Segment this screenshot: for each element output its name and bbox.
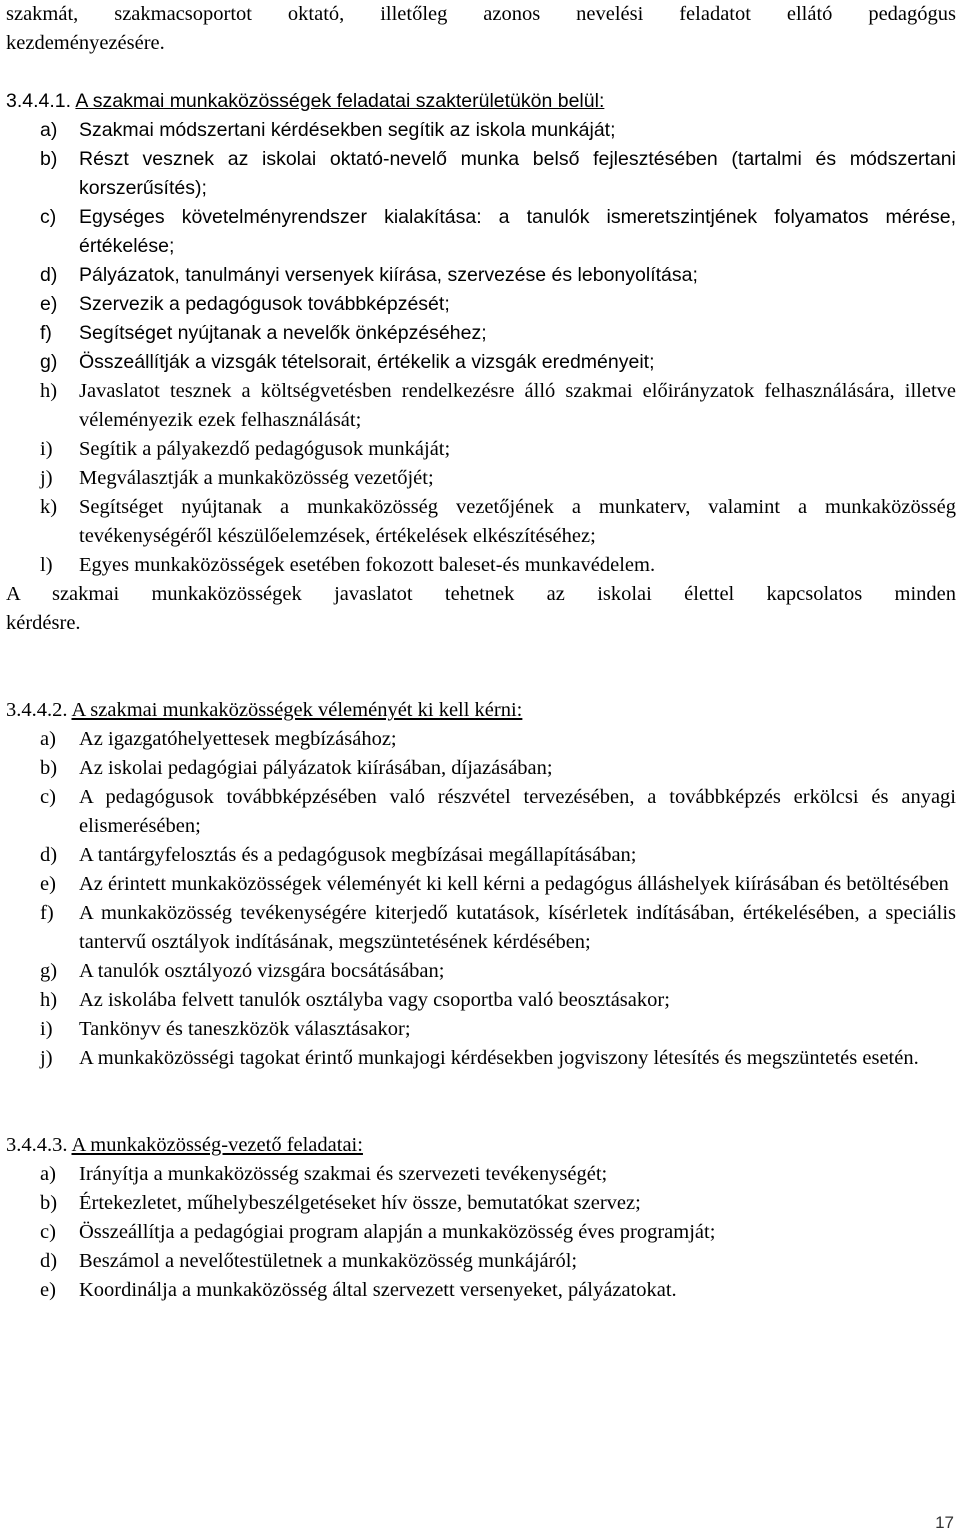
item-text: Egységes követelményrendszer kialakítása: a tanulók ismeretszintjének folyamatos mérése, értékelése;: [79, 206, 956, 257]
item-text: A tanulók osztályozó vizsgára bocsátásában;: [79, 960, 445, 982]
item-label: a): [40, 1163, 56, 1185]
item-text: Az igazgatóhelyettesek megbízásához;: [79, 728, 397, 750]
item-text: A pedagógusok továbbképzésében való részvétel tervezésében, a továbbképzés erkölcsi és anyagi elismerésében;: [79, 786, 956, 837]
list-item: [6, 261, 956, 290]
closing-paragraph: [6, 580, 956, 638]
list-item: [6, 551, 956, 580]
item-text: Tankönyv és taneszközök választásakor;: [79, 1018, 411, 1040]
item-text: Részt vesznek az iskolai oktató-nevelő munka belső fejlesztésében (tartalmi és módszertani korszerűsítés);: [79, 148, 956, 199]
list-item: [6, 493, 956, 551]
list-item: [6, 464, 956, 493]
item-text: Az érintett munkaközösségek véleményét ki kell kérni a pedagógus álláshelyek kiírásában és betöltésében: [79, 873, 949, 895]
section-title: A szakmai munkaközösségek feladatai szakterületükön belül:: [75, 90, 605, 112]
list-item: [6, 377, 956, 435]
list-item: [6, 725, 956, 754]
section-2: [6, 696, 956, 1073]
section-heading: [6, 696, 956, 725]
spacer: [6, 638, 956, 696]
item-label: b): [40, 1192, 58, 1214]
item-text: Összeállítják a vizsgák tételsorait, értékelik a vizsgák eredményeit;: [79, 351, 655, 373]
intro-line: kezdeményezésére.: [6, 32, 165, 54]
item-text: Az iskolába felvett tanulók osztályba vagy csoportba való beosztásakor;: [79, 989, 670, 1011]
item-text: Értekezletet, műhelybeszélgetéseket hív össze, bemutatókat szervez;: [79, 1192, 641, 1214]
section-1-list: [6, 116, 956, 580]
section-heading: [6, 87, 956, 116]
section-title: A munkaközösség-vezető feladatai:: [71, 1134, 363, 1156]
item-label: f): [40, 322, 52, 344]
section-2-list: [6, 725, 956, 1073]
item-text: Javaslatot tesznek a költségvetésben rendelkezésre álló szakmai előirányzatok felhasználására, illetve véleményezik ezek felhasználását;: [79, 380, 956, 431]
list-item: [6, 783, 956, 841]
item-text: Az iskolai pedagógiai pályázatok kiírásában, díjazásában;: [79, 757, 553, 779]
item-label: i): [40, 1018, 53, 1040]
item-text: A tantárgyfelosztás és a pedagógusok megbízásai megállapításában;: [79, 844, 637, 866]
item-text: Segítik a pályakezdő pedagógusok munkáját;: [79, 438, 451, 460]
item-text: Megválasztják a munkaközösség vezetőjét;: [79, 467, 434, 489]
item-text: A munkaközösségi tagokat érintő munkajogi kérdésekben jogviszony létesítés és megszüntetés esetén.: [79, 1047, 919, 1069]
item-label: j): [40, 1047, 53, 1069]
list-item: [6, 899, 956, 957]
list-item: [6, 145, 956, 203]
closing-line: A szakmai munkaközösségek javaslatot tehetnek az iskolai élettel kapcsolatos minden: [6, 583, 956, 605]
item-label: c): [40, 1221, 56, 1243]
section-3: [6, 1131, 956, 1305]
item-text: Szakmai módszertani kérdésekben segítik az iskola munkáját;: [79, 119, 616, 141]
list-item: [6, 754, 956, 783]
item-text: Egyes munkaközösségek esetében fokozott baleset-és munkavédelem.: [79, 554, 656, 576]
item-label: b): [40, 757, 58, 779]
list-item: [6, 1276, 956, 1305]
list-item: [6, 116, 956, 145]
intro-line: szakmát, szakmacsoportot oktató, illetőleg azonos nevelési feladatot ellátó pedagógus: [6, 3, 956, 25]
item-label: h): [40, 380, 58, 402]
item-label: d): [40, 844, 58, 866]
list-item: [6, 1044, 956, 1073]
item-label: h): [40, 989, 58, 1011]
document-page: [6, 0, 956, 1305]
item-label: k): [40, 496, 58, 518]
list-item: [6, 348, 956, 377]
item-label: d): [40, 264, 58, 286]
item-label: a): [40, 728, 56, 750]
item-label: l): [40, 554, 53, 576]
section-title: A szakmai munkaközösségek véleményét ki kell kérni:: [71, 699, 523, 721]
item-text: Segítséget nyújtanak a munkaközösség vezetőjének a munkaterv, valamint a munkaközösség tevékenységéről készülőelemzések, értékelések elkészítéséhez;: [79, 496, 956, 547]
list-item: [6, 986, 956, 1015]
item-label: j): [40, 467, 53, 489]
closing-line: kérdésre.: [6, 612, 81, 634]
section-heading: [6, 1131, 956, 1160]
item-label: b): [40, 148, 58, 170]
spacer: [6, 1073, 956, 1131]
list-item: [6, 319, 956, 348]
list-item: [6, 1189, 956, 1218]
section-number: 3.4.4.3.: [6, 1134, 68, 1156]
item-text: Beszámol a nevelőtestületnek a munkaközösség munkájáról;: [79, 1250, 578, 1272]
item-label: i): [40, 438, 53, 460]
item-label: f): [40, 902, 54, 924]
item-label: c): [40, 786, 56, 808]
item-label: g): [40, 960, 58, 982]
section-number: 3.4.4.2.: [6, 699, 68, 721]
page-number: 17: [935, 1513, 954, 1532]
section-1: [6, 87, 956, 638]
item-text: Segítséget nyújtanak a nevelők önképzéséhez;: [79, 322, 487, 344]
section-number: 3.4.4.1.: [6, 90, 72, 112]
item-label: e): [40, 293, 58, 315]
list-item: [6, 203, 956, 261]
intro-paragraph: [6, 0, 956, 58]
list-item: [6, 1247, 956, 1276]
list-item: [6, 1160, 956, 1189]
list-item: [6, 870, 956, 899]
list-item: [6, 841, 956, 870]
item-label: d): [40, 1250, 58, 1272]
item-text: Összeállítja a pedagógiai program alapján a munkaközösség éves programját;: [79, 1221, 716, 1243]
list-item: [6, 957, 956, 986]
list-item: [6, 1015, 956, 1044]
item-text: Koordinálja a munkaközösség által szervezett versenyeket, pályázatokat.: [79, 1279, 677, 1301]
item-text: A munkaközösség tevékenységére kiterjedő kutatások, kísérletek indításában, értékelésében, a speciális tantervű osztályok indításának, megszüntetésének kérdésében;: [79, 902, 956, 953]
item-label: g): [40, 351, 58, 373]
list-item: [6, 1218, 956, 1247]
item-text: Irányítja a munkaközösség szakmai és szervezeti tevékenységét;: [79, 1163, 608, 1185]
item-label: a): [40, 119, 58, 141]
section-3-list: [6, 1160, 956, 1305]
item-label: c): [40, 206, 57, 228]
item-text: Szervezik a pedagógusok továbbképzését;: [79, 293, 450, 315]
item-text: Pályázatok, tanulmányi versenyek kiírása, szervezése és lebonyolítása;: [79, 264, 698, 286]
item-label: e): [40, 873, 56, 895]
list-item: [6, 290, 956, 319]
item-label: e): [40, 1279, 56, 1301]
list-item: [6, 435, 956, 464]
